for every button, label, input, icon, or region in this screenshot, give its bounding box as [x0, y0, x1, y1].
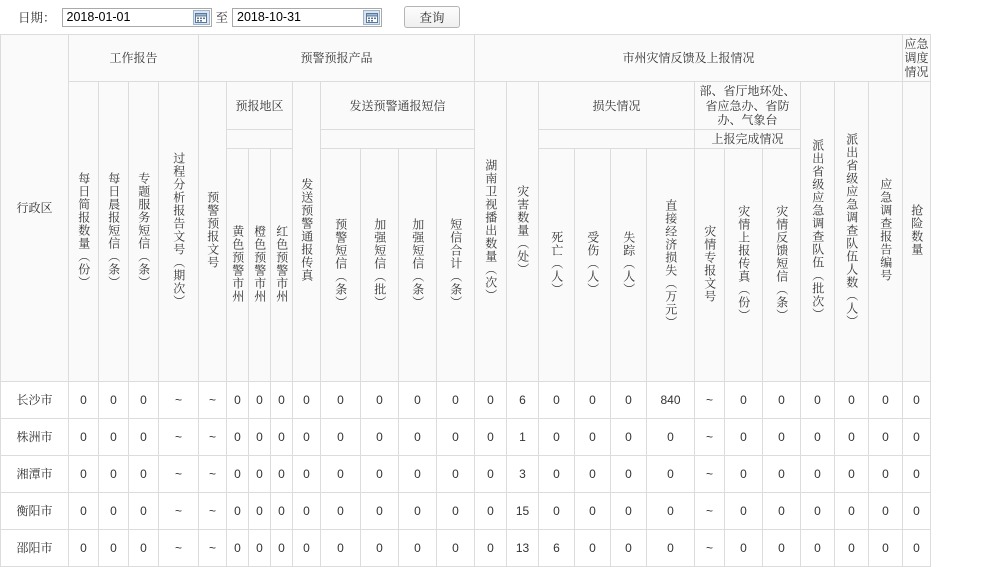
- data-cell: 0: [539, 382, 575, 419]
- data-cell: 0: [293, 456, 321, 493]
- end-date-input[interactable]: [233, 9, 355, 26]
- subgroup-header-loss: [539, 82, 695, 129]
- data-cell: ~: [199, 419, 227, 456]
- data-cell: 0: [763, 382, 801, 419]
- data-cell: 0: [903, 382, 931, 419]
- query-button[interactable]: 查询: [404, 6, 460, 28]
- column-label: 专题服务短信（条）: [136, 171, 151, 289]
- subgroup-label: 预报地区: [235, 98, 284, 113]
- data-cell: 0: [249, 530, 271, 567]
- data-cell: 0: [129, 382, 159, 419]
- start-date-input[interactable]: [63, 9, 185, 26]
- data-cell: 0: [869, 530, 903, 567]
- data-cell: 0: [69, 419, 99, 456]
- data-cell: 0: [869, 419, 903, 456]
- data-cell: 0: [835, 493, 869, 530]
- data-cell: ~: [695, 530, 725, 567]
- column-label: 湖南卫视播出数量（次）: [483, 158, 498, 302]
- data-cell: 0: [647, 456, 695, 493]
- region-cell: 株洲市: [1, 419, 69, 456]
- data-cell: 0: [249, 456, 271, 493]
- data-cell: 0: [835, 382, 869, 419]
- data-cell: ~: [695, 493, 725, 530]
- column-header-warning-doc-no: [199, 82, 227, 382]
- column-header-region: 行政区: [1, 35, 69, 382]
- data-cell: 0: [99, 382, 129, 419]
- data-cell: 0: [293, 530, 321, 567]
- column-label: 发送预警通报传真: [299, 178, 314, 283]
- data-cell: 0: [271, 530, 293, 567]
- data-cell: 0: [725, 456, 763, 493]
- data-cell: ~: [199, 493, 227, 530]
- data-cell: 0: [69, 530, 99, 567]
- data-cell: 0: [129, 530, 159, 567]
- data-cell: 0: [611, 530, 647, 567]
- column-label: 过程分析报告文号（期次）: [171, 152, 186, 309]
- data-cell: 0: [99, 419, 129, 456]
- column-label: 黄色预警市州: [230, 224, 245, 303]
- data-cell: 0: [437, 382, 475, 419]
- data-cell: 0: [99, 530, 129, 567]
- data-cell: 0: [647, 530, 695, 567]
- data-cell: 0: [361, 382, 399, 419]
- data-cell: 0: [801, 493, 835, 530]
- column-label: 预警短信（条）: [333, 218, 348, 310]
- data-cell: 1: [507, 419, 539, 456]
- data-cell: 0: [99, 456, 129, 493]
- column-label: 灾情反馈短信（条）: [774, 205, 789, 323]
- data-cell: 15: [507, 493, 539, 530]
- column-label: 加强短信（条）: [410, 218, 425, 310]
- column-label: 每日晨报短信（条）: [106, 171, 121, 289]
- data-cell: 0: [903, 456, 931, 493]
- data-cell: 0: [835, 456, 869, 493]
- data-cell: 0: [227, 456, 249, 493]
- column-label: 受伤（人）: [585, 231, 600, 297]
- data-cell: 0: [227, 419, 249, 456]
- data-cell: 0: [227, 382, 249, 419]
- date-range-separator: 至: [215, 11, 229, 25]
- data-cell: 0: [399, 419, 437, 456]
- data-cell: 0: [361, 456, 399, 493]
- column-header-direct-economic-loss: [647, 149, 695, 382]
- data-cell: 0: [475, 382, 507, 419]
- data-cell: 0: [99, 493, 129, 530]
- end-date-field[interactable]: [232, 8, 382, 27]
- data-cell: 0: [361, 530, 399, 567]
- data-cell: 0: [801, 382, 835, 419]
- data-cell: 0: [271, 456, 293, 493]
- date-label: 日期：: [18, 11, 56, 25]
- data-cell: 0: [321, 382, 361, 419]
- data-cell: 0: [321, 493, 361, 530]
- data-cell: 0: [399, 382, 437, 419]
- data-cell: 0: [801, 456, 835, 493]
- column-header-disaster-count: [507, 82, 539, 382]
- column-label: 直接经济损失（万元）: [663, 198, 678, 329]
- column-header-disaster-report-fax: [725, 149, 763, 382]
- data-cell: 3: [507, 456, 539, 493]
- data-cell: ~: [199, 530, 227, 567]
- data-cell: 0: [575, 456, 611, 493]
- column-header-orange-warning-city: [249, 149, 271, 382]
- table-head: [1, 35, 931, 382]
- data-cell: 0: [399, 530, 437, 567]
- subgroup-header-report-completion: [695, 129, 801, 148]
- data-cell: 0: [293, 419, 321, 456]
- table-row[interactable]: [1, 530, 931, 567]
- data-cell: 0: [835, 419, 869, 456]
- data-cell: 0: [69, 493, 99, 530]
- column-header-disaster-report-no: [695, 149, 725, 382]
- data-cell: 0: [611, 382, 647, 419]
- data-cell: 840: [647, 382, 695, 419]
- column-header-daily-brief-count: [69, 82, 99, 382]
- data-cell: 0: [249, 382, 271, 419]
- column-header-disaster-feedback-sms: [763, 149, 801, 382]
- column-label: 灾情上报传真（份）: [736, 205, 751, 323]
- column-header-emergency-report-no: [869, 82, 903, 382]
- data-cell: 0: [539, 419, 575, 456]
- data-cell: ~: [159, 382, 199, 419]
- column-label: 灾情专报文号: [702, 224, 717, 303]
- data-cell: 6: [539, 530, 575, 567]
- region-cell: 衡阳市: [1, 493, 69, 530]
- column-header-topic-service-sms: [129, 82, 159, 382]
- data-cell: 0: [539, 493, 575, 530]
- column-header-sms-total: [437, 149, 475, 382]
- column-header-hunan-tv-broadcast: [475, 82, 507, 382]
- column-header-injured: [575, 149, 611, 382]
- group-header-row: [1, 35, 931, 82]
- data-cell: 0: [437, 493, 475, 530]
- data-cell: 0: [647, 419, 695, 456]
- calendar-icon[interactable]: [363, 10, 380, 25]
- subgroup-label: 发送预警通报短信: [349, 98, 446, 113]
- data-cell: 0: [763, 456, 801, 493]
- region-cell: 长沙市: [1, 382, 69, 419]
- data-cell: 0: [437, 456, 475, 493]
- data-cell: 0: [903, 493, 931, 530]
- column-label: 失踪（人）: [621, 231, 636, 297]
- data-cell: 0: [869, 456, 903, 493]
- column-label: 短信合计（条）: [448, 218, 463, 310]
- data-cell: 0: [399, 456, 437, 493]
- column-label: 橙色预警市州: [252, 224, 267, 303]
- column-label: 预警预报文号: [205, 191, 220, 270]
- column-header-daily-morning-sms: [99, 82, 129, 382]
- column-header-dispatch-team-people: [835, 82, 869, 382]
- column-header-deaths: [539, 149, 575, 382]
- report-table: [0, 34, 931, 567]
- data-cell: 0: [475, 493, 507, 530]
- data-cell: 0: [903, 419, 931, 456]
- data-cell: ~: [159, 456, 199, 493]
- data-cell: 0: [725, 530, 763, 567]
- table-body: [1, 382, 931, 567]
- subgroup-label: 损失情况: [592, 98, 641, 113]
- group-header-work-report: 工作报告: [69, 35, 199, 82]
- data-cell: 0: [835, 530, 869, 567]
- data-cell: 0: [321, 530, 361, 567]
- group-header-emergency-dispatch: 应急调度情况: [903, 35, 931, 82]
- group-header-disaster-feedback: 市州灾情反馈及上报情况: [475, 35, 903, 82]
- column-header-process-analysis-doc: [159, 82, 199, 382]
- data-cell: 13: [507, 530, 539, 567]
- data-cell: 0: [611, 419, 647, 456]
- data-cell: ~: [159, 530, 199, 567]
- subgroup-label: 部、省厅地环处、省应急办、省防办、气象台: [699, 84, 796, 127]
- region-cell: 湘潭市: [1, 456, 69, 493]
- data-cell: ~: [695, 419, 725, 456]
- column-header-warning-sms: [321, 149, 361, 382]
- data-cell: 0: [539, 456, 575, 493]
- data-cell: 0: [271, 382, 293, 419]
- data-cell: 0: [69, 382, 99, 419]
- data-cell: ~: [695, 456, 725, 493]
- data-cell: ~: [159, 493, 199, 530]
- column-header-yellow-warning-city: [227, 149, 249, 382]
- data-cell: 0: [763, 493, 801, 530]
- data-cell: 0: [725, 493, 763, 530]
- data-cell: ~: [159, 419, 199, 456]
- data-cell: 0: [293, 493, 321, 530]
- calendar-icon[interactable]: [193, 10, 210, 25]
- column-header-reinforce-sms-batch: [361, 149, 399, 382]
- subgroup-label: 上报完成情况: [711, 131, 784, 146]
- table-row[interactable]: [1, 382, 931, 419]
- column-label: 死亡（人）: [549, 231, 564, 297]
- data-cell: 0: [321, 456, 361, 493]
- data-cell: 0: [249, 419, 271, 456]
- table-row[interactable]: [1, 456, 931, 493]
- data-cell: 0: [475, 456, 507, 493]
- subgroup-header-row-1: [1, 82, 931, 129]
- data-cell: 0: [801, 530, 835, 567]
- data-cell: 0: [725, 419, 763, 456]
- data-cell: 0: [903, 530, 931, 567]
- data-cell: 0: [249, 493, 271, 530]
- data-cell: 0: [575, 493, 611, 530]
- subgroup-header-send-warning-sms: [321, 82, 475, 129]
- column-label: 红色预警市州: [274, 224, 289, 303]
- data-cell: ~: [199, 456, 227, 493]
- data-cell: 0: [647, 493, 695, 530]
- data-cell: 6: [507, 382, 539, 419]
- filter-toolbar: [0, 0, 1000, 34]
- data-cell: 0: [437, 419, 475, 456]
- column-label: 派出省级应急调查队伍（批次）: [810, 139, 825, 322]
- data-cell: 0: [271, 493, 293, 530]
- data-cell: 0: [271, 419, 293, 456]
- subgroup-header-report-targets: [695, 82, 801, 129]
- data-cell: 0: [763, 530, 801, 567]
- region-cell: 邵阳市: [1, 530, 69, 567]
- data-cell: 0: [575, 382, 611, 419]
- data-cell: 0: [575, 530, 611, 567]
- data-cell: 0: [725, 382, 763, 419]
- column-label: 派出省级应急调查队伍人数（人）: [844, 132, 859, 328]
- column-header-red-warning-city: [271, 149, 293, 382]
- data-cell: 0: [611, 456, 647, 493]
- column-header-rescue-count: [903, 82, 931, 382]
- data-cell: 0: [129, 493, 159, 530]
- data-cell: 0: [869, 493, 903, 530]
- data-cell: 0: [129, 456, 159, 493]
- data-cell: 0: [227, 493, 249, 530]
- data-cell: 0: [361, 493, 399, 530]
- data-cell: 0: [399, 493, 437, 530]
- column-header-missing: [611, 149, 647, 382]
- column-label: 灾害数量（处）: [515, 184, 530, 276]
- start-date-field[interactable]: [62, 8, 212, 27]
- data-cell: 0: [801, 419, 835, 456]
- data-cell: 0: [611, 493, 647, 530]
- column-header-dispatch-team-batches: [801, 82, 835, 382]
- data-cell: 0: [475, 419, 507, 456]
- data-cell: 0: [227, 530, 249, 567]
- data-cell: 0: [321, 419, 361, 456]
- column-header-reinforce-sms-count: [399, 149, 437, 382]
- data-cell: 0: [763, 419, 801, 456]
- table-row[interactable]: [1, 419, 931, 456]
- data-cell: 0: [69, 456, 99, 493]
- subgroup-header-forecast-region: [227, 82, 293, 129]
- column-label: 加强短信（批）: [372, 218, 387, 310]
- column-header-send-warning-fax: [293, 82, 321, 382]
- data-cell: ~: [695, 382, 725, 419]
- data-cell: 0: [437, 530, 475, 567]
- data-cell: 0: [475, 530, 507, 567]
- data-cell: 0: [129, 419, 159, 456]
- column-label: 抢险数量: [909, 204, 924, 257]
- data-cell: 0: [361, 419, 399, 456]
- column-label: 每日简报数量（份）: [76, 171, 91, 289]
- group-header-warning-products: 预警预报产品: [199, 35, 475, 82]
- data-cell: 0: [869, 382, 903, 419]
- data-cell: 0: [293, 382, 321, 419]
- table-row[interactable]: [1, 493, 931, 530]
- data-cell: 0: [575, 419, 611, 456]
- data-cell: ~: [199, 382, 227, 419]
- report-table-container[interactable]: [0, 34, 1000, 556]
- column-label: 应急调查报告编号: [878, 178, 893, 283]
